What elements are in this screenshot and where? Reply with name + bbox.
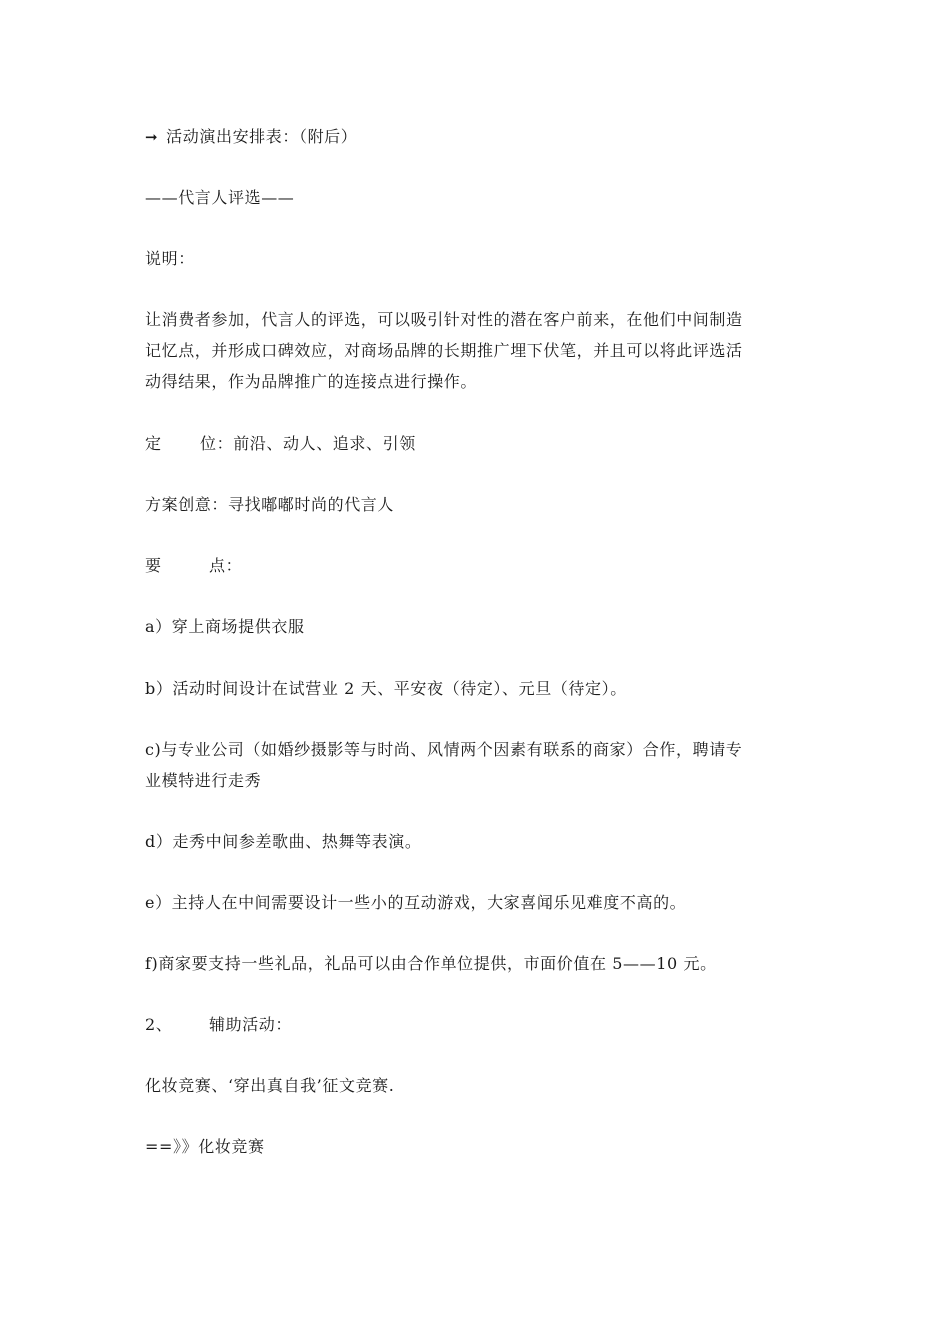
description-line-1: 让消费者参加，代言人的评选，可以吸引针对性的潜在客户前来，在他们中间制造 [145,310,743,329]
aux-title: 辅助活动： [209,1015,293,1034]
position-text: 位：前沿、动人、追求、引领 [200,434,416,453]
list-item-a: a）穿上商场提供衣服 [145,617,305,636]
position-line [145,434,416,454]
list-item-e: e）主持人在中间需要设计一些小的互动游戏，大家喜闻乐见难度不高的。 [145,893,687,912]
points-text: 点： [209,556,243,575]
list-item-d: d）走秀中间参差歌曲、热舞等表演。 [145,832,422,851]
points-line [145,556,242,576]
makeup-title: ==》》化妆竞赛 [145,1137,265,1156]
aux-number: 2、 [145,1015,173,1034]
aux-description: 化妆竞赛、‘穿出真自我’征文竞赛. [145,1076,395,1095]
description-line-2: 记忆点，并形成口碑效应，对商场品牌的长期推广埋下伏笔，并且可以将此评选活 [145,341,743,360]
list-item-b: b）活动时间设计在试营业 2 天、平安夜（待定）、元旦（待定）。 [145,679,627,698]
list-item-c-line-2: 业模特进行走秀 [145,771,262,790]
section-title: ——代言人评选—— [145,188,295,207]
list-item-c-line-1: c)与专业公司（如婚纱摄影等与时尚、风情两个因素有联系的商家）合作，聘请专 [145,740,743,759]
idea-line: 方案创意：寻找嘟嘟时尚的代言人 [145,495,395,514]
points-label: 要 [145,556,162,575]
aux-heading [145,1015,292,1035]
arrow-right-icon: ➞ [145,128,159,146]
schedule-text: 活动演出安排表：（附后） [166,127,358,146]
list-item-f: f)商家要支持一些礼品，礼品可以由合作单位提供，市面价值在 5——10 元。 [145,954,717,973]
description-label: 说明： [145,249,195,268]
schedule-line [145,127,357,147]
description-line-3: 动得结果，作为品牌推广的连接点进行操作。 [145,372,478,391]
position-label: 定 [145,434,162,453]
